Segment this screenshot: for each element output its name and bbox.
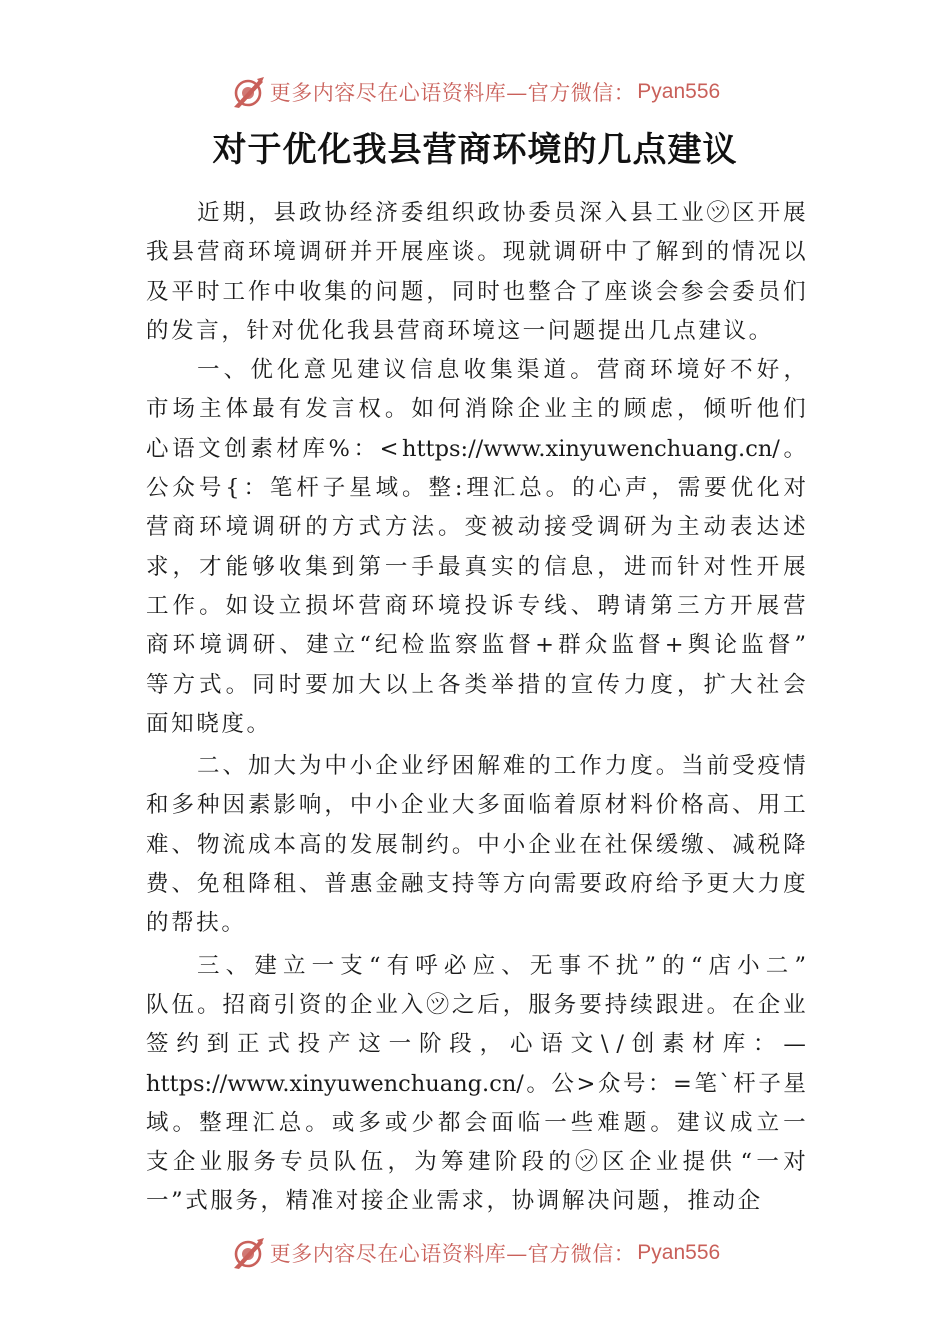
paragraph-line: 三 、 建 立 一 支 “ 有 呼 必 应 、 无 事 不 扰 ” 的 “ 店 小 二 ” [197,952,806,979]
banner-text: 更多内容尽在心语资料库—官方微信： [269,81,636,105]
paragraph-line: 近 期 ， 县 政 协 经 济 委 组 织 政 协 委 员 深 入 县 工 业 ㋡ 区 开 展 [197,200,806,226]
paragraph-line: 及 平 时 工 作 中 收 集 的 问 题 ， 同 时 也 整 合 了 座 谈 会 参 会 委 员 们 [146,278,806,305]
paragraph-line: 求 ， 才 能 够 收 集 到 第 一 手 最 真 实 的 信 息 ， 进 而 针 对 性 开 展 [146,553,806,580]
paragraph-line: 支 企 业 服 务 专 员 队 伍 ， 为 筹 建 阶 段 的 ㋡ 区 企 业 提 供 “ 一 对 [146,1149,806,1176]
paragraph-line: 和 多 种 因 素 影 响 ， 中 小 企 业 大 多 面 临 着 原 材 料 价 格 高 、 用 工 [146,792,806,819]
paragraph-line: 营 商 环 境 调 研 的 方 式 方 法 。 变 被 动 接 受 调 研 为 主 动 表 达 述 [146,514,806,541]
paragraph-line: 面 知 晓 度 。 [146,710,269,737]
paragraph-line: 工 作 。 如 设 立 损 坏 营 商 环 境 投 诉 专 线 、 聘 请 第 三 方 开 展 营 [146,592,806,619]
paragraph-line: 的 发 言 ， 针 对 优 化 我 县 营 商 环 境 这 一 问 题 提 出 几 点 建 议 。 [146,317,772,344]
paragraph-line: 费 、 免 租 降 租 、 普 惠 金 融 支 持 等 方 向 需 要 政 府 给 予 更 大 力 度 [146,871,806,898]
paragraph-line: 队 伍 。 招 商 引 资 的 企 业 入 ㋡ 之 后 ， 服 务 要 持 续 跟 进 。 在 企 业 [146,991,806,1018]
paragraph-line: 一 、 优 化 意 见 建 议 信 息 收 集 渠 道 。 营 商 环 境 好 不 好 ， [197,357,806,384]
banner-wechat-id: Pyan556 [637,1241,721,1264]
paragraph-line: 市 场 主 体 最 有 发 言 权 。 如 何 消 除 企 业 主 的 顾 虑 ， 倾 听 他 们 [146,396,806,423]
banner-wechat-id: Pyan556 [637,80,721,103]
paragraph-line: 心 语 文 创 素 材 库 % ： < https://www.xinyuwenchuang.cn/ 。 [146,435,806,462]
header-watermark-banner [0,72,950,112]
banner-text: 更多内容尽在心语资料库—官方微信： [269,1242,636,1266]
paragraph-line: 公 众 号 { ： 笔 杆 子 星 域 。 整 : 理 汇 总 。 的 心 声 ， 需 要 优 化 对 [146,475,806,502]
paragraph-line: 等 方 式 。 同 时 要 加 大 以 上 各 类 举 措 的 宣 传 力 度 ， 扩 大 社 会 [146,671,806,698]
paragraph-line: 签 约 到 正 式 投 产 这 一 阶 段 ， 心 语 文 \ / 创 素 材 库 ： — [146,1031,806,1058]
paragraph-line: 域 。 整 理 汇 总 。 或 多 或 少 都 会 面 临 一 些 难 题 。 建 议 成 立 一 [146,1109,806,1136]
paragraph-line: 二 、 加 大 为 中 小 企 业 纾 困 解 难 的 工 作 力 度 。 当 前 受 疫 情 [197,753,806,780]
document-title: 对于优化我县营商环境的几点建议 [212,130,738,170]
paragraph-line: 一 ” 式 服 务 ， 精 准 对 接 企 业 需 求 ， 协 调 解 决 问 题 ， 推 动 企 [146,1188,761,1215]
quill-circle-logo-icon [230,1235,266,1271]
quill-circle-logo-icon [230,74,266,110]
paragraph-line: 的 帮 扶 。 [146,910,244,937]
paragraph-line: 商 环 境 调 研 、 建 立 “ 纪 检 监 察 监 督 + 群 众 监 督 + 舆 论 监 督 ” [146,632,806,659]
document-body [146,194,806,1222]
paragraph-line: 我 县 营 商 环 境 调 研 并 开 展 座 谈 。 现 就 调 研 中 了 解 到 的 情 况 以 [146,239,806,266]
paragraph-line: 难 、 物 流 成 本 高 的 发 展 制 约 。 中 小 企 业 在 社 保 缓 缴 、 减 税 降 [146,831,806,858]
paragraph-line: https://www.xinyuwenchuang.cn/ 。 公 > 众 号 ： = 笔 ` 杆 子 星 [146,1070,806,1097]
footer-watermark-banner [0,1233,950,1273]
